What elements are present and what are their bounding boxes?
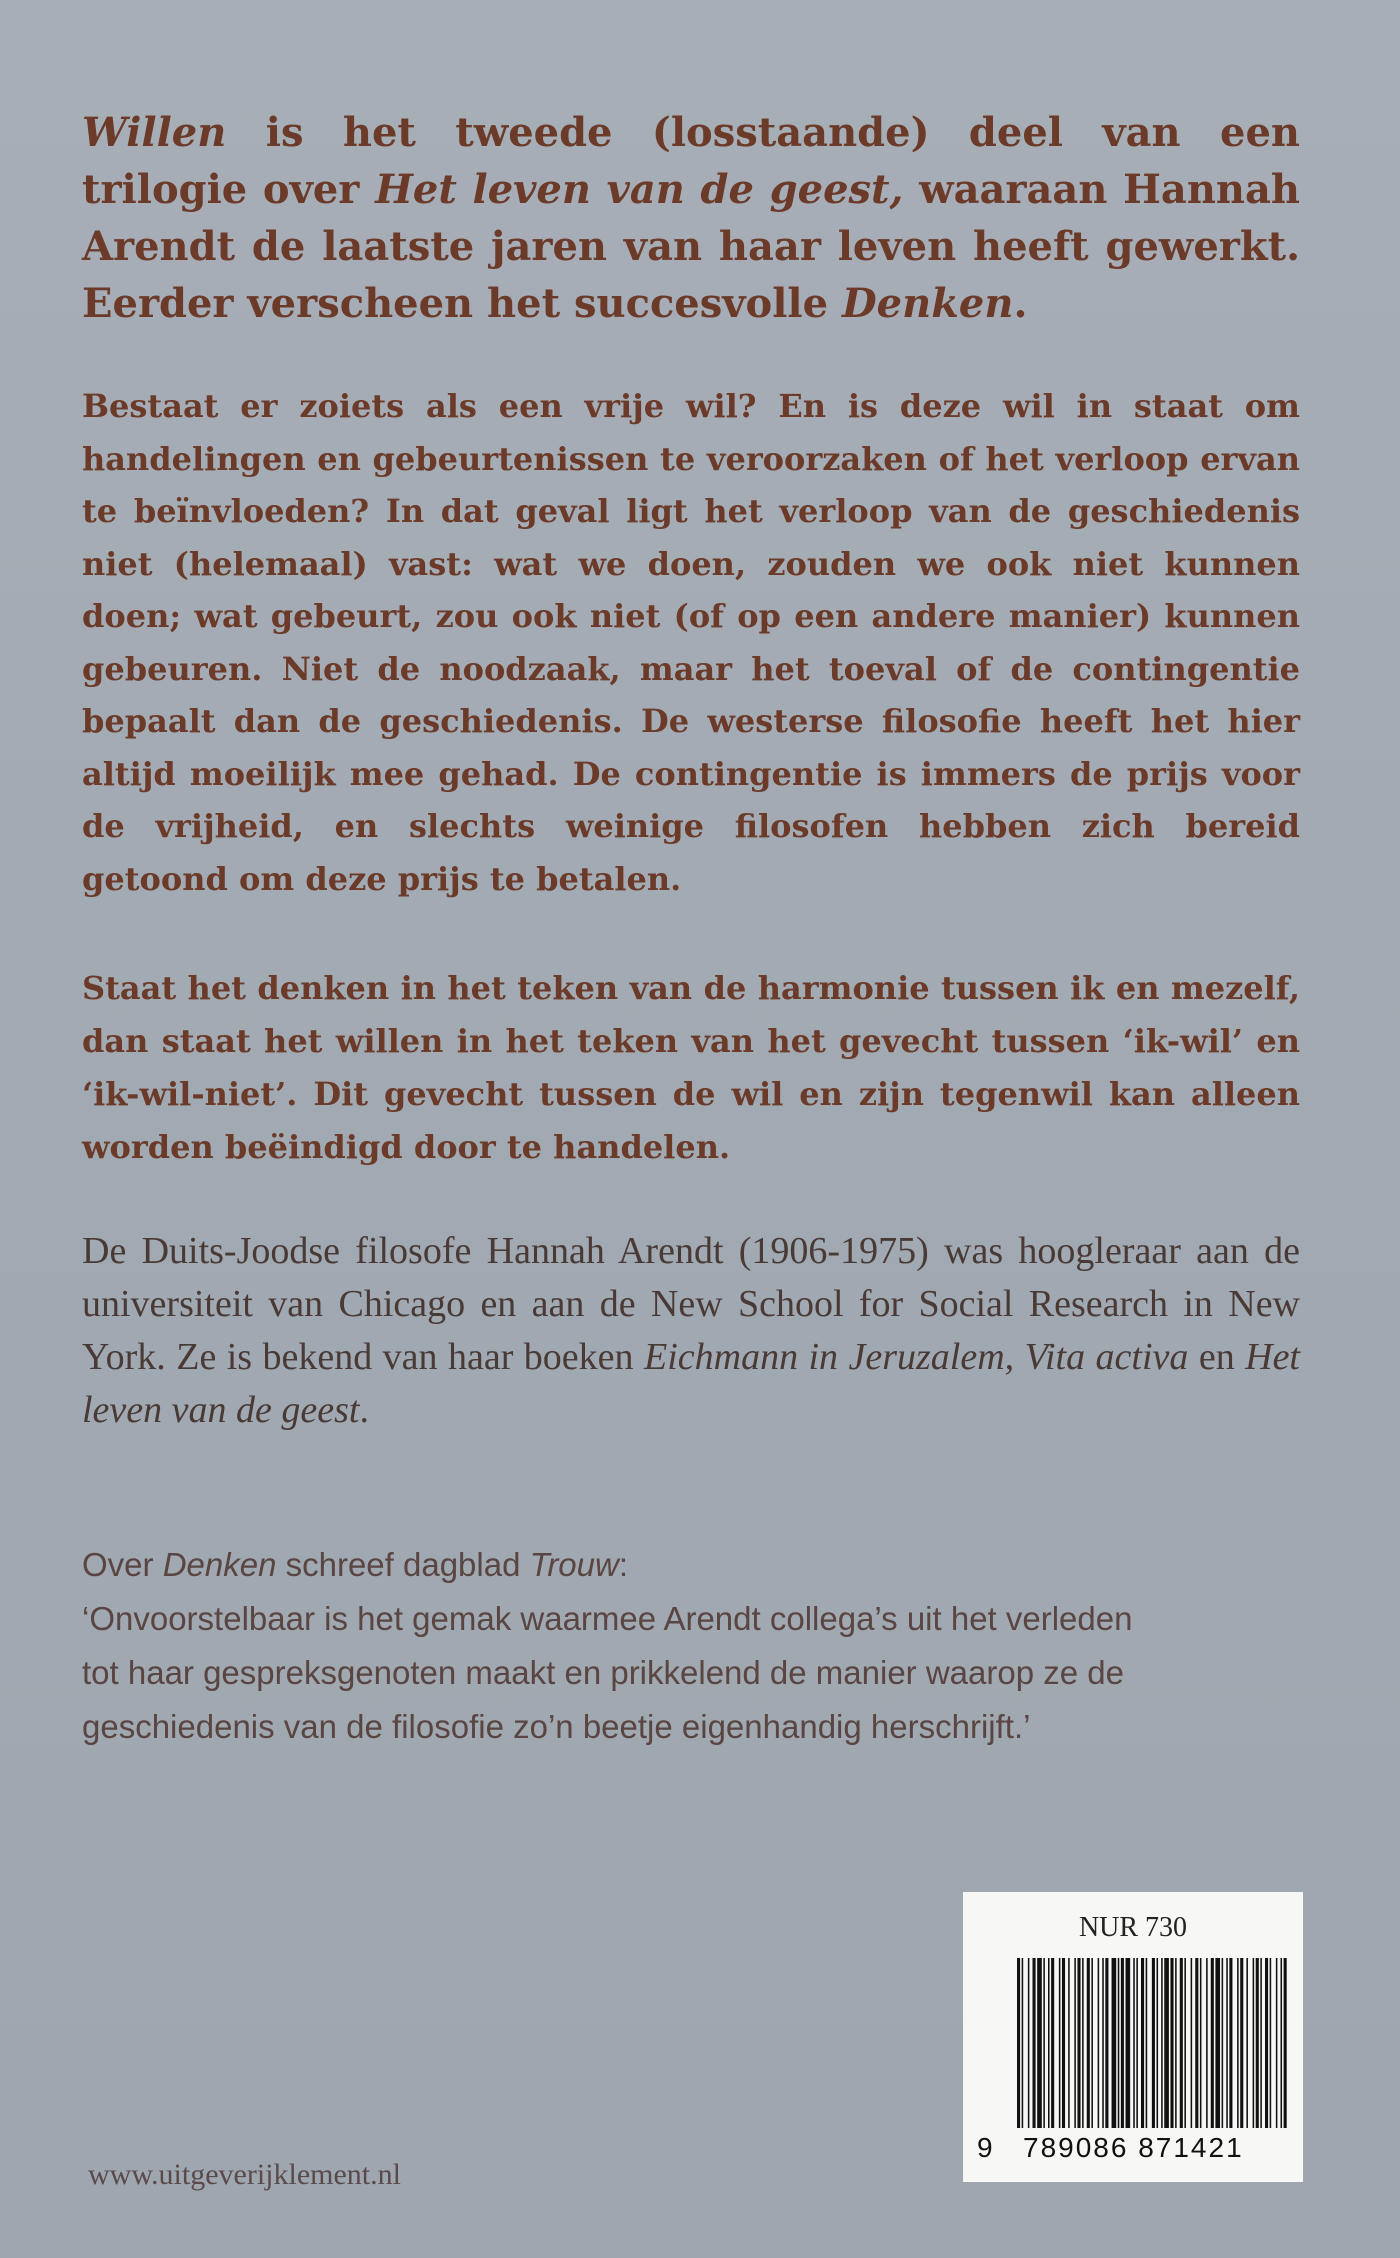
barcode-bar [1206, 1958, 1208, 2128]
barcode-bar [1068, 1958, 1070, 2128]
author-bio [82, 1225, 1300, 1437]
quote-intro-text-1: Over [82, 1546, 163, 1583]
barcode-bar [1226, 1958, 1228, 2128]
barcode-bar [1191, 1958, 1193, 2128]
barcode-bar [1087, 1958, 1090, 2128]
title-willen: Willen [82, 109, 227, 156]
bio-books-1: Eichmann in Jeruzalem, Vita activa [643, 1336, 1189, 1378]
barcode-bar [1237, 1958, 1239, 2128]
bio-end: . [359, 1389, 369, 1431]
barcode-bar [1260, 1958, 1262, 2128]
barcode-bar [1215, 1958, 1220, 2128]
barcode-bar [1240, 1958, 1243, 2128]
barcode-bar [1164, 1958, 1169, 2128]
barcode-bar [1265, 1958, 1268, 2128]
barcode-bar [1048, 1958, 1050, 2128]
bio-books-2: Het leven van de geest [82, 1336, 1300, 1431]
quote-intro-text-2: schreef dagblad [276, 1546, 530, 1583]
barcode-bar [1022, 1958, 1024, 2128]
barcode-bar [1276, 1958, 1278, 2128]
quote-intro-denken: Denken [162, 1546, 277, 1583]
barcode-bar [1270, 1958, 1272, 2128]
barcode-bar [1175, 1958, 1177, 2128]
barcode-bar [1170, 1958, 1173, 2128]
quote-intro-colon: : [618, 1546, 629, 1583]
body-paragraph-2: Staat het denken in het teken van de harmonie tussen ik en mezelf, dan staat het willen in het teken van het gevecht tussen ‘ik-wil’ en ‘ik-wil-niet’. Dit gevecht tussen de wil en zijn tegenwil kan alleen worden beëindigd door te handelen. [82, 969, 1300, 1166]
barcode-bar [1157, 1958, 1159, 2128]
barcode-bar [1059, 1958, 1061, 2128]
barcode-bar [1136, 1958, 1138, 2128]
quote-intro [82, 1538, 1300, 1592]
quote-line-2: tot haar gespreksgenoten maakt en prikkelend de manier waarop ze de [82, 1654, 1124, 1691]
quote-line-1: ‘Onvoorstelbaar is het gemak waarmee Arendt collega’s uit het verleden [82, 1600, 1133, 1637]
intro-paragraph [82, 104, 1300, 332]
barcode-bar [1133, 1958, 1135, 2128]
barcode-bar [1146, 1958, 1148, 2128]
barcode-bar [1077, 1958, 1080, 2128]
barcode-bar [1211, 1958, 1214, 2128]
barcode-bar [1246, 1958, 1248, 2128]
title-leven-geest: Het leven van de geest, [375, 166, 904, 213]
barcode-bar [1195, 1958, 1198, 2128]
barcode-bar [1037, 1958, 1042, 2128]
barcode-bar [1253, 1958, 1255, 2128]
isbn-remaining-digits: 789086 871421 [1023, 2132, 1244, 2163]
press-quote [82, 1538, 1300, 1754]
nur-code: NUR 730 [1078, 1912, 1188, 1943]
quote-intro-trouw: Trouw [529, 1546, 619, 1583]
barcode-bar [1074, 1958, 1076, 2128]
barcode-bar [1222, 1958, 1224, 2128]
body-paragraph-1: Bestaat er zoiets als een vrije wil? En is deze wil in staat om handelingen en gebeurtenissen te veroorzaken of het verloop ervan te beïnvloeden? In dat geval ligt het verloop van de geschiedenis niet (helemaal) vast: wat we doen, zouden we ook niet kunnen doen; wat gebeurt, zou ook niet (of op een andere manier) kunnen gebeuren. Niet de noodzaak, maar het toeval of de contingentie bepaalt dan de geschiedenis. De westerse filosofie heeft het hier altijd moeilijk mee gehad. De contingentie is immers de prijs voor de vrijheid, en slechts weinige filosofen hebben zich bereid getoond om deze prijs te betalen. [82, 387, 1300, 898]
publisher-website: www.uitgeverijklement.nl [88, 2158, 401, 2191]
barcode-bar [1281, 1958, 1283, 2128]
barcode-bar [1017, 1958, 1020, 2128]
barcode-bar [1256, 1958, 1259, 2128]
title-denken: Denken [841, 280, 1014, 327]
isbn-first-digit: 9 [977, 2132, 995, 2163]
intro-text-2: waaraan Hannah Arendt de laatste jaren van haar leven heeft gewerkt. Eerder verscheen het succesvolle [82, 166, 1300, 327]
intro-end: . [1013, 280, 1028, 327]
barcode-bar [1112, 1958, 1117, 2128]
bio-text-1: De Duits-Joodse filosofe Hannah Arendt (1906-1975) was hoogleraar aan de universiteit van Chicago en aan de New School for Social Research in New York. Ze is bekend van haar boeken [82, 1230, 1300, 1378]
barcode-bar [1051, 1958, 1054, 2128]
barcode-bar [1184, 1958, 1186, 2128]
barcode-bar [1200, 1958, 1202, 2128]
barcode-bar [1126, 1958, 1131, 2128]
barcode-bar [1161, 1958, 1163, 2128]
barcode-bar [1105, 1958, 1108, 2128]
barcode-bar [1118, 1958, 1120, 2128]
barcode-label [963, 1892, 1303, 2182]
barcode-bar [1141, 1958, 1144, 2128]
barcode-bar [1091, 1958, 1093, 2128]
barcode-bar [1284, 1958, 1287, 2128]
barcode-bar [1229, 1958, 1232, 2128]
barcode-bar [1121, 1958, 1124, 2128]
quote-line-3: geschiedenis van de filosofie zo’n beetje eigenhandig herschrijft.’ [82, 1708, 1031, 1745]
barcode-bar [1180, 1958, 1183, 2128]
barcode-bar [1082, 1958, 1084, 2128]
barcode-bar [1043, 1958, 1045, 2128]
barcode-bar [1098, 1958, 1100, 2128]
bio-text-2: en [1188, 1336, 1246, 1378]
barcode-bar [1028, 1958, 1030, 2128]
intro-text-1: is het tweede (losstaande) deel van een trilogie over [82, 109, 1300, 213]
barcode-bar [1062, 1958, 1065, 2128]
barcode-bar [1102, 1958, 1104, 2128]
barcode-bar [1152, 1958, 1155, 2128]
barcode-bar [1033, 1958, 1036, 2128]
barcode-image [1017, 1958, 1287, 2128]
